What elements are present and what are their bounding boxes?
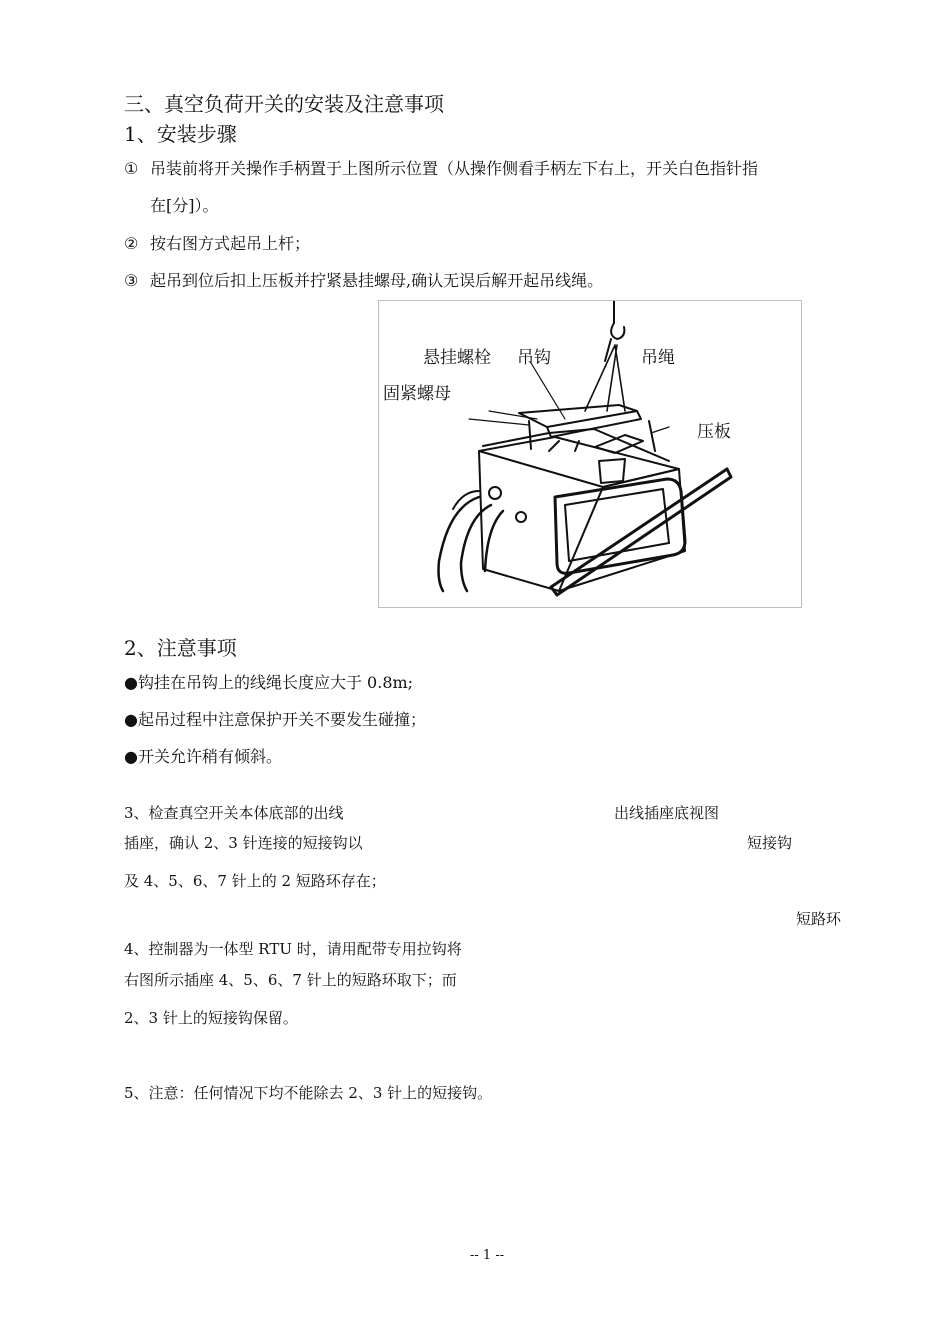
step-marker: ①	[124, 159, 139, 178]
step-1-continued: 在[分]）。	[150, 196, 219, 215]
step-text: 起吊到位后扣上压板并拧紧悬挂螺母,确认无误后解开起吊线绳。	[150, 271, 604, 290]
label-rope: 吊绳	[641, 348, 675, 368]
label-hook: 吊钩	[517, 348, 551, 368]
step-marker: ②	[124, 234, 139, 253]
lifting-diagram	[378, 300, 802, 608]
label-lock-nut: 固紧螺母	[383, 384, 451, 404]
section-title: 三、真空负荷开关的安装及注意事项	[124, 92, 444, 116]
note-item: ●开关允许稍有倾斜。	[124, 747, 282, 766]
label-press-plate: 压板	[697, 422, 731, 442]
label-short-hook: 短接钩	[747, 834, 793, 852]
item4-line3: 2、3 针上的短接钩保留。	[124, 1009, 298, 1027]
item3-line1: 3、检查真空开关本体底部的出线	[124, 804, 344, 822]
label-suspension-bolt: 悬挂螺栓	[423, 348, 491, 368]
label-socket-bottom-view: 出线插座底视图	[614, 804, 720, 822]
item3-line3: 及 4、5、6、7 针上的 2 短路环存在；	[124, 872, 386, 890]
subsection-install-steps: 1、安装步骤	[124, 122, 237, 146]
item4-line2: 右图所示插座 4、5、6、7 针上的短路环取下；而	[124, 971, 457, 989]
step-text: 吊装前将开关操作手柄置于上图所示位置（从操作侧看手柄左下右上，开关白色指针指	[150, 159, 759, 178]
note-item: ●起吊过程中注意保护开关不要发生碰撞；	[124, 710, 426, 729]
page-number: -- 1 --	[470, 1248, 505, 1263]
item5-warning: 5、注意：任何情况下均不能除去 2、3 针上的短接钩。	[124, 1084, 493, 1102]
subsection-notes: 2、注意事项	[124, 636, 237, 660]
step-2	[124, 231, 310, 254]
step-marker: ③	[124, 271, 139, 290]
item4-line1: 4、控制器为一体型 RTU 时，请用配带专用拉钩将	[124, 940, 462, 958]
step-3	[124, 268, 603, 291]
step-1	[124, 156, 758, 179]
note-item: ●钩挂在吊钩上的线绳长度应大于 0.8m;	[124, 673, 414, 692]
item3-line2: 插座，确认 2、3 针连接的短接钩以	[124, 834, 363, 852]
step-text: 按右图方式起吊上杆；	[150, 234, 311, 253]
label-short-ring: 短路环	[796, 910, 842, 928]
